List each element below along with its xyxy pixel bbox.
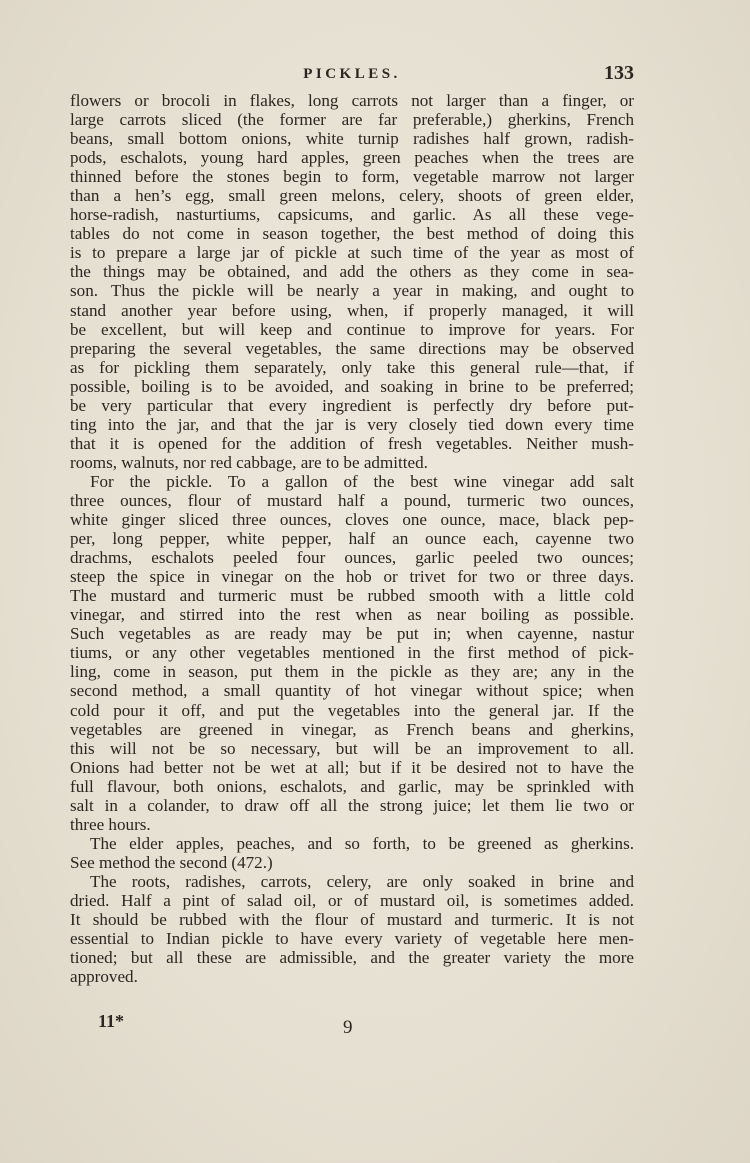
text-line: Such vegetables as are ready may be put in; when cayenne, nastur (70, 624, 634, 644)
text-line: tioned; but all these are admissible, and the greater variety the more (70, 948, 634, 968)
text-line: The elder apples, peaches, and so forth, to be greened as gherkins. (90, 833, 634, 853)
text-line: Onions had better not be wet at all; but if it be desired not to have the (70, 757, 634, 777)
text-line: stand another year before using, when, if properly managed, it will (70, 300, 634, 320)
text-line: three hours. (70, 814, 151, 834)
text-line: the things may be obtained, and add the others as they come in sea- (70, 262, 634, 282)
paragraph (70, 472, 634, 834)
text-line: The mustard and turmeric must be rubbed smooth with a little cold (70, 586, 634, 606)
text-line: pods, eschalots, young hard apples, green peaches when the trees are (70, 148, 634, 168)
text-line: large carrots sliced (the former are far preferable,) gherkins, French (70, 110, 634, 130)
text-line: be very particular that every ingredient is perfectly dry before put- (70, 395, 634, 415)
signature-mark: 11* (98, 1011, 125, 1031)
body-text (70, 91, 634, 986)
text-line: The roots, radishes, carrots, celery, are only soaked in brine and (90, 871, 634, 891)
text-line: this will not be so necessary, but will be an improvement to all. (70, 738, 634, 758)
running-head: PICKLES. (303, 66, 401, 82)
page-header (70, 62, 634, 90)
text-line: than a hen’s egg, small green melons, celery, shoots of green elder, (70, 186, 634, 206)
text-line: It should be rubbed with the flour of mustard and turmeric. It is not (70, 910, 634, 930)
text-line: tiums, or any other vegetables mentioned in the first method of pick- (70, 643, 634, 663)
text-line: rooms, walnuts, nor red cabbage, are to be admitted. (70, 452, 428, 472)
text-line: flowers or brocoli in flakes, long carrots not larger than a finger, or (70, 91, 634, 110)
text-line: as for pickling them separately, only take this general rule—that, if (70, 357, 634, 377)
page-footer (70, 1011, 634, 1037)
text-line: See method the second (472.) (70, 852, 273, 872)
text-line: essential to Indian pickle to have every variety of vegetable here men- (70, 929, 634, 949)
text-line: ling, come in season, put them in the pickle as they are; any in the (70, 662, 634, 682)
text-line: per, long pepper, white pepper, half an ounce each, cayenne two (70, 529, 634, 549)
text-line: possible, boiling is to be avoided, and soaking in brine to be preferred; (70, 376, 634, 396)
text-line: approved. (70, 967, 138, 987)
text-line: thinned before the stones begin to form, vegetable marrow not larger (70, 167, 634, 187)
text-line: steep the spice in vinegar on the hob or trivet for two or three days. (70, 567, 634, 587)
text-line: ting into the jar, and that the jar is very closely tied down every time (70, 414, 634, 434)
text-line: salt in a colander, to draw off all the strong juice; let them lie two or (70, 795, 634, 815)
text-line: vinegar, and stirred into the rest when as near boiling as possible. (70, 605, 634, 625)
signature-number: 9 (343, 1017, 353, 1038)
text-line: is to prepare a large jar of pickle at such time of the year as most of (70, 243, 634, 263)
text-line: For the pickle. To a gallon of the best wine vinegar add salt (90, 471, 634, 491)
text-line: dried. Half a pint of salad oil, or of mustard oil, is sometimes added. (70, 890, 634, 910)
text-line: drachms, eschalots peeled four ounces, garlic peeled two ounces; (70, 548, 634, 568)
paragraph (70, 91, 634, 472)
text-line: white ginger sliced three ounces, cloves one ounce, mace, black pep- (70, 510, 634, 530)
paragraph (70, 834, 634, 872)
text-line: son. Thus the pickle will be nearly a year in making, and ought to (70, 281, 634, 301)
text-line: that it is opened for the addition of fresh vegetables. Neither mush- (70, 433, 634, 453)
text-line: full flavour, both onions, eschalots, and garlic, may be sprinkled with (70, 776, 634, 796)
text-line: beans, small bottom onions, white turnip radishes half grown, radish- (70, 129, 634, 149)
text-line: three ounces, flour of mustard half a pound, turmeric two ounces, (70, 490, 634, 510)
text-line: preparing the several vegetables, the same directions may be observed (70, 338, 634, 358)
page-number: 133 (604, 62, 634, 84)
text-line: vegetables are greened in vinegar, as French beans and gherkins, (70, 719, 634, 739)
paragraph (70, 872, 634, 986)
text-line: second method, a small quantity of hot vinegar without spice; when (70, 681, 634, 701)
text-line: cold pour it off, and put the vegetables into the general jar. If the (70, 700, 634, 720)
text-line: be excellent, but will keep and continue to improve for years. For (70, 319, 634, 339)
text-line: horse-radish, nasturtiums, capsicums, and garlic. As all these vege- (70, 205, 634, 225)
text-line: tables do not come in season together, the best method of doing this (70, 224, 634, 244)
